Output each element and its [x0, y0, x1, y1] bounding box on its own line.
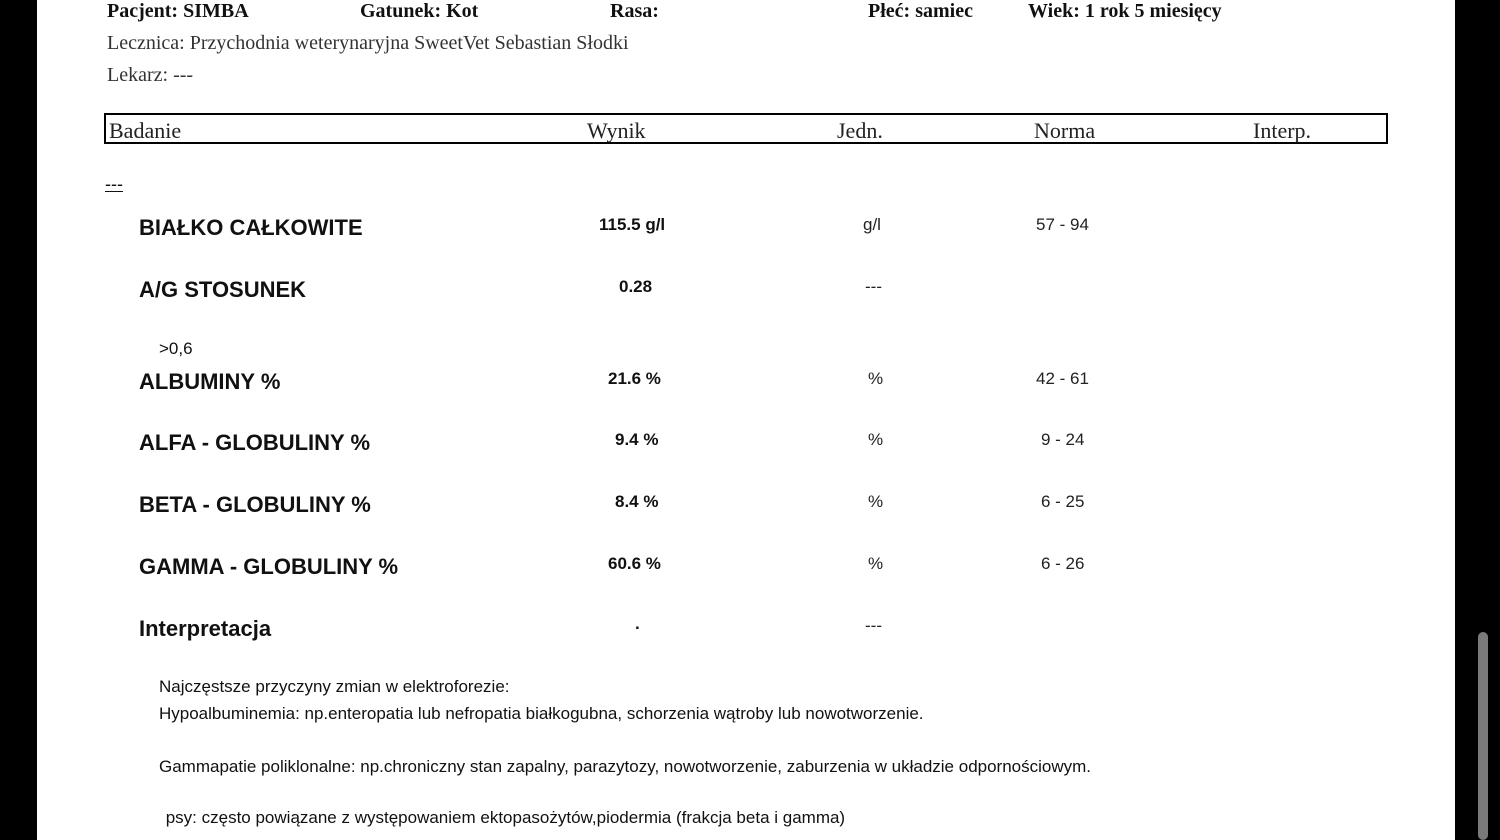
species-label: Gatunek: Kot	[360, 0, 479, 22]
sex-label: Płeć: samiec	[868, 0, 973, 22]
note-hypoalbuminemia: Hypoalbuminemia: np.enteropatia lub nefropatia białkogubna, schorzenia wątroby lub nowotworzenie.	[159, 704, 924, 723]
result-value: 9.4 %	[615, 430, 659, 449]
results-table-header	[104, 113, 1388, 144]
note-polyclonal-gammopathy: Gammapatie poliklonalne: np.chroniczny stan zapalny, parazytozy, nowotworzenie, zaburzenia w układzie odpornościowym.	[159, 757, 1092, 776]
scrollbar-thumb[interactable]	[1478, 632, 1488, 840]
result-norm: 57 - 94	[1036, 215, 1089, 234]
result-value: 115.5 g/l	[599, 215, 666, 234]
column-header-norm: Norma	[1034, 118, 1096, 143]
column-header-unit: Jedn.	[837, 118, 883, 143]
column-header-result: Wynik	[587, 118, 646, 143]
doctor-line: Lekarz: ---	[107, 64, 194, 86]
result-unit: ---	[865, 277, 882, 296]
clinic-line: Lecznica: Przychodnia weterynaryjna SweetVet Sebastian Słodki	[107, 32, 629, 54]
result-name: A/G STOSUNEK	[139, 277, 307, 302]
result-name: BIAŁKO CAŁKOWITE	[139, 215, 363, 240]
section-marker: ---	[105, 174, 123, 194]
result-unit: %	[868, 554, 884, 573]
note-dogs: psy: często powiązane z występowaniem ektopasożytów,piodermia (frakcja beta i gamma)	[161, 808, 846, 827]
result-norm: 6 - 25	[1041, 492, 1085, 511]
result-name: GAMMA - GLOBULINY %	[139, 554, 399, 579]
result-name: Interpretacja	[139, 616, 272, 641]
result-unit: g/l	[863, 215, 881, 234]
result-value: 0.28	[619, 277, 653, 296]
result-norm: 42 - 61	[1036, 369, 1089, 388]
notes-heading: Najczęstsze przyczyny zmian w elektroforezie:	[159, 677, 510, 696]
ag-norm-note: >0,6	[159, 339, 193, 358]
result-value: 60.6 %	[608, 554, 661, 573]
document-page	[37, 0, 1455, 840]
result-value: .	[635, 614, 640, 633]
result-name: BETA - GLOBULINY %	[139, 492, 371, 517]
column-header-interpretation: Interp.	[1253, 118, 1312, 143]
patient-label: Pacjent: SIMBA	[107, 0, 249, 22]
breed-label: Rasa:	[610, 0, 659, 22]
result-value: 8.4 %	[615, 492, 659, 511]
column-header-test: Badanie	[109, 118, 182, 143]
result-unit: %	[868, 369, 884, 388]
result-norm: 9 - 24	[1041, 430, 1085, 449]
result-unit: %	[868, 492, 884, 511]
result-norm: 6 - 26	[1041, 554, 1085, 573]
result-name: ALBUMINY %	[139, 369, 281, 394]
result-unit: %	[868, 430, 884, 449]
result-value: 21.6 %	[608, 369, 661, 388]
result-unit: ---	[865, 616, 882, 635]
result-name: ALFA - GLOBULINY %	[139, 430, 370, 455]
age-label: Wiek: 1 rok 5 miesięcy	[1028, 0, 1222, 22]
